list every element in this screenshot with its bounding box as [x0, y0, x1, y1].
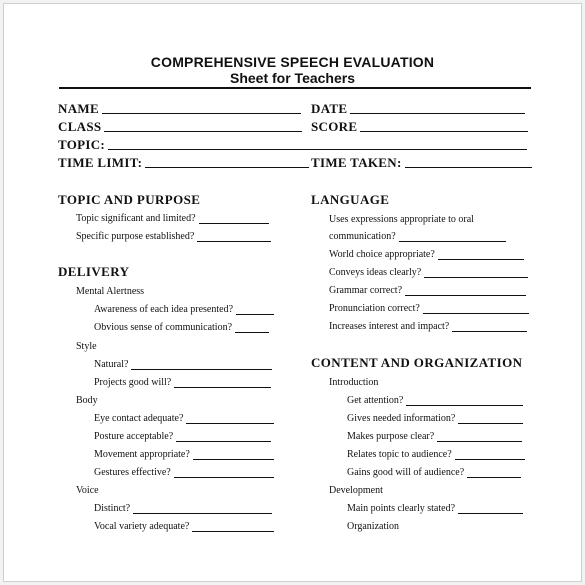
checklist-item[interactable]	[94, 521, 274, 533]
item-blank[interactable]	[452, 331, 527, 332]
item-blank[interactable]	[174, 477, 274, 478]
item-blank[interactable]	[193, 459, 274, 460]
checklist-item[interactable]	[94, 377, 271, 389]
topic-label: TOPIC:	[58, 137, 106, 152]
item-label: Awareness of each idea presented?	[94, 304, 234, 315]
date-field[interactable]	[311, 102, 525, 116]
item-blank[interactable]	[437, 441, 522, 442]
item-label: Posture acceptable?	[94, 431, 174, 442]
item-label: Obvious sense of communication?	[94, 322, 233, 333]
item-label: World choice appropriate?	[329, 249, 435, 260]
time-limit-field[interactable]	[58, 156, 309, 170]
checklist-item[interactable]	[94, 449, 274, 461]
content-organization-heading: CONTENT AND ORGANIZATION	[311, 355, 523, 370]
time-taken-blank[interactable]	[405, 167, 532, 168]
checklist-item[interactable]	[329, 249, 524, 261]
checklist-item[interactable]	[347, 413, 523, 425]
item-blank[interactable]	[405, 295, 526, 296]
checklist-item[interactable]	[347, 395, 523, 407]
item-blank[interactable]	[199, 223, 269, 224]
checklist-item-text: Uses expressions appropriate to oral	[329, 214, 474, 225]
checklist-item-text: Organization	[347, 521, 400, 532]
topic-blank[interactable]	[108, 149, 527, 150]
item-label: Gives needed information?	[347, 413, 456, 424]
topic-purpose-heading: TOPIC AND PURPOSE	[58, 192, 201, 207]
score-field[interactable]	[311, 120, 528, 134]
checklist-item[interactable]	[329, 231, 506, 243]
checklist-item[interactable]	[347, 449, 525, 461]
checklist-item[interactable]	[329, 303, 529, 315]
checklist-item[interactable]	[94, 322, 269, 334]
item-label: Main points clearly stated?	[347, 503, 456, 514]
item-label: Movement appropriate?	[94, 449, 190, 460]
item-blank[interactable]	[438, 259, 524, 260]
item-label: Increases interest and impact?	[329, 321, 450, 332]
item-label: Conveys ideas clearly?	[329, 267, 422, 278]
topic-field[interactable]	[58, 138, 527, 152]
item-blank[interactable]	[458, 513, 523, 514]
checklist-item[interactable]	[94, 467, 274, 479]
item-blank[interactable]	[186, 423, 274, 424]
checklist-item[interactable]	[76, 231, 271, 243]
item-label: Specific purpose established?	[76, 231, 195, 242]
item-label: Makes purpose clear?	[347, 431, 435, 442]
item-blank[interactable]	[236, 314, 274, 315]
class-field[interactable]	[58, 120, 302, 134]
time-taken-field[interactable]	[311, 156, 532, 170]
item-blank[interactable]	[192, 531, 274, 532]
checklist-item[interactable]	[329, 321, 527, 333]
language-heading: LANGUAGE	[311, 192, 390, 207]
item-label: Projects good will?	[94, 377, 172, 388]
item-blank[interactable]	[467, 477, 521, 478]
item-label: Gains good will of audience?	[347, 467, 465, 478]
title-divider	[59, 87, 531, 89]
checklist-item[interactable]	[347, 503, 523, 515]
item-blank[interactable]	[455, 459, 525, 460]
item-label: Vocal variety adequate?	[94, 521, 190, 532]
page-title: COMPREHENSIVE SPEECH EVALUATION	[150, 54, 435, 70]
item-blank[interactable]	[131, 369, 272, 370]
item-label: Distinct?	[94, 503, 131, 514]
item-label: Get attention?	[347, 395, 404, 406]
checklist-item[interactable]	[94, 503, 272, 515]
time-limit-label: TIME LIMIT:	[58, 155, 143, 170]
item-label: Topic significant and limited?	[76, 213, 196, 224]
checklist-item[interactable]	[329, 267, 528, 279]
checklist-item[interactable]	[94, 431, 271, 443]
page-subtitle: Sheet for Teachers	[229, 70, 355, 86]
item-blank[interactable]	[399, 241, 506, 242]
item-blank[interactable]	[235, 332, 269, 333]
item-blank[interactable]	[423, 313, 529, 314]
item-blank[interactable]	[406, 405, 523, 406]
item-label: Eye contact adequate?	[94, 413, 184, 424]
item-blank[interactable]	[458, 423, 523, 424]
item-blank[interactable]	[197, 241, 271, 242]
item-label: Pronunciation correct?	[329, 303, 420, 314]
name-blank[interactable]	[102, 113, 301, 114]
checklist-item[interactable]	[94, 413, 274, 425]
item-blank[interactable]	[174, 387, 271, 388]
item-label: Natural?	[94, 359, 129, 370]
evaluation-sheet	[3, 3, 582, 582]
time-limit-blank[interactable]	[145, 167, 309, 168]
score-label: SCORE	[311, 119, 358, 134]
checklist-item[interactable]	[76, 213, 269, 225]
score-blank[interactable]	[360, 131, 528, 132]
checklist-item[interactable]	[347, 467, 521, 479]
subsection-label: Mental Alertness	[76, 286, 145, 297]
item-blank[interactable]	[424, 277, 528, 278]
item-blank[interactable]	[176, 441, 271, 442]
subsection-label: Voice	[76, 485, 99, 496]
date-label: DATE	[311, 101, 348, 116]
class-blank[interactable]	[104, 131, 302, 132]
item-label: Gestures effective?	[94, 467, 171, 478]
class-label: CLASS	[58, 119, 102, 134]
item-label: Grammar correct?	[329, 285, 403, 296]
item-label: communication?	[329, 231, 396, 242]
checklist-item[interactable]	[329, 285, 526, 297]
subsection-label: Introduction	[329, 377, 379, 388]
checklist-item[interactable]	[94, 304, 274, 316]
item-blank[interactable]	[133, 513, 272, 514]
date-blank[interactable]	[350, 113, 525, 114]
item-label: Relates topic to audience?	[347, 449, 452, 460]
delivery-heading: DELIVERY	[58, 264, 130, 279]
subsection-label: Body	[76, 395, 98, 406]
time-taken-label: TIME TAKEN:	[311, 155, 402, 170]
subsection-label: Development	[329, 485, 383, 496]
subsection-label: Style	[76, 341, 97, 352]
title-block	[4, 54, 581, 86]
name-label: NAME	[58, 101, 99, 116]
checklist-item[interactable]	[94, 359, 272, 371]
checklist-item[interactable]	[347, 431, 522, 443]
name-field[interactable]	[58, 102, 301, 116]
